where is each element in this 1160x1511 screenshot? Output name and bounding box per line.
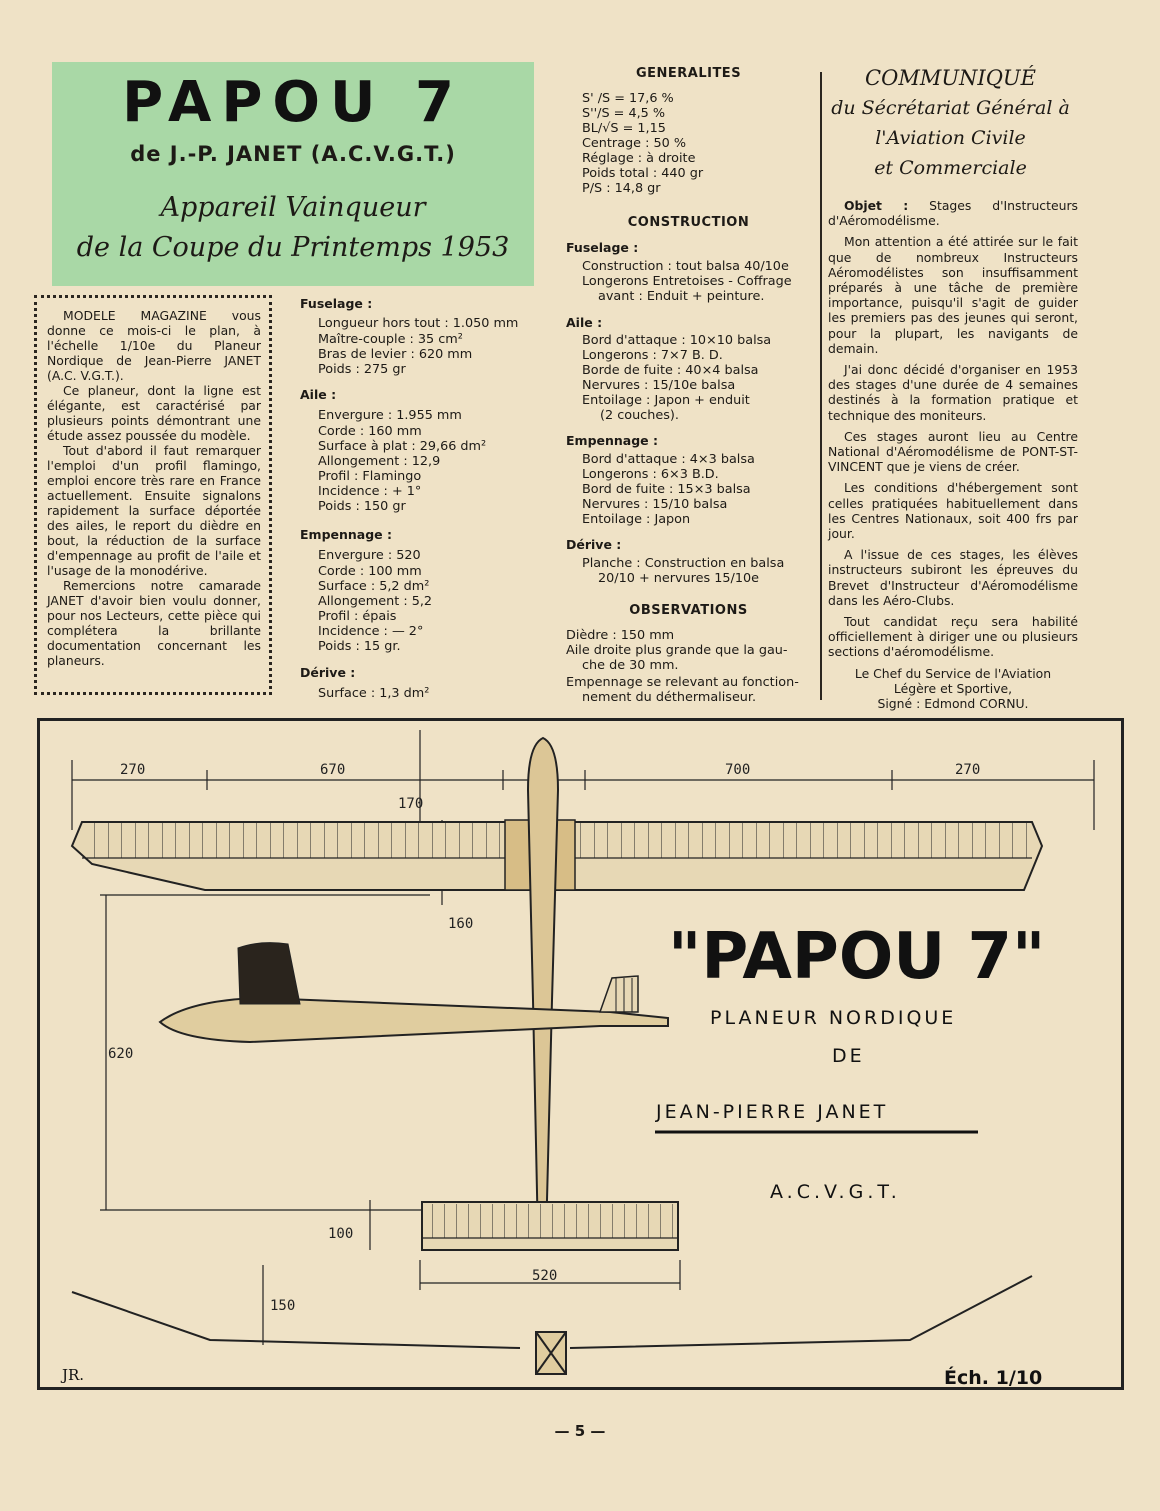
communique-title-3: l'Aviation Civile bbox=[875, 127, 1026, 149]
construction-line: Bord de fuite : 15×3 balsa bbox=[582, 482, 751, 497]
construction-line: Bord d'attaque : 4×3 balsa bbox=[582, 452, 755, 467]
communique-paragraph: A l'issue de ces stages, les élèves instructeurs subiront les épreuves du Brevet d'Instructeur d'Aéromodélisme dans les Aéro-Clubs. bbox=[828, 547, 1078, 608]
communique-paragraph: Mon attention a été attirée sur le fait que de nombreux Instructeurs Aéromodélistes son insuffisamment préparés à une tâche de première importance, puisqu'il s'agit de guider les premiers pas des jeunes qui seront, pour la plupart, les navigants de demain. bbox=[828, 234, 1078, 356]
stabilizer-plan-view bbox=[422, 1202, 678, 1250]
dimension-label: 100 bbox=[328, 1226, 354, 1242]
generalites-line: Centrage : 50 % bbox=[582, 136, 686, 151]
dimension-label: 620 bbox=[108, 1046, 134, 1062]
spec-line: Envergure : 1.955 mm bbox=[318, 408, 462, 423]
construction-heading: CONSTRUCTION bbox=[627, 215, 750, 230]
communique-title-4: et Commerciale bbox=[874, 157, 1027, 179]
dimension-label: 700 bbox=[725, 762, 751, 778]
communique-paragraph: Tout candidat reçu sera habilité officiellement à diriger une ou plusieurs sections d'aéromodélisme. bbox=[828, 614, 1078, 660]
spec-line: Poids : 150 gr bbox=[318, 499, 406, 514]
construction-derive-label: Dérive : bbox=[566, 537, 622, 552]
generalites-line: BL/√S = 1,15 bbox=[582, 121, 666, 136]
construction-line: Construction : tout balsa 40/10e bbox=[582, 259, 789, 274]
spec-line: Incidence : + 1° bbox=[318, 484, 422, 499]
communique-paragraph: Les conditions d'hébergement sont celles pratiquées habituellement dans les Centres Nationaux, soit 400 frs par jour. bbox=[828, 480, 1078, 542]
communique-title-1: COMMUNIQUÉ bbox=[865, 66, 1036, 90]
construction-line: Longerons : 7×7 B. D. bbox=[582, 348, 723, 363]
dimension-label: 160 bbox=[448, 916, 474, 932]
dimension-label: 270 bbox=[120, 762, 146, 778]
construction-empennage-label: Empennage : bbox=[566, 433, 658, 448]
specs-aile-label: Aile : bbox=[300, 387, 337, 402]
construction-line: Longerons : 6×3 B.D. bbox=[582, 467, 719, 482]
intro-paragraph: MODELE MAGAZINE vous donne ce mois-ci le plan, à l'échelle 1/10e du Planeur Nordique de Jean-Pierre JANET (A.C. V.G.T.). bbox=[47, 308, 261, 383]
intro-paragraph: Tout d'abord il faut remarquer l'emploi d'un profil flamingo, emploi encore très rare en France actuellement. Ensuite signalons rapidement la surface déportée des ailes, le report du dièdre en bout, la réduction de la surface d'empennage au profit de l'aile et l'usage de la monodérive. bbox=[47, 443, 261, 578]
spec-line: Allongement : 5,2 bbox=[318, 594, 433, 609]
construction-line: (2 couches). bbox=[600, 408, 679, 423]
fuselage-top-view bbox=[528, 738, 558, 1240]
spec-line: Profil : Flamingo bbox=[318, 469, 422, 484]
spec-line: Longueur hors tout : 1.050 mm bbox=[318, 316, 519, 331]
plan-title: "PAPOU 7" bbox=[668, 920, 1046, 994]
communique-objet: Stages d'Instructeurs d'Aéromodélisme. bbox=[828, 198, 1078, 229]
communique-paragraph: J'ai donc décidé d'organiser en 1953 des stages d'une durée de 4 semaines destinés à la formation pratique et technique des moniteurs. bbox=[828, 362, 1078, 423]
construction-line: Bord d'attaque : 10×10 balsa bbox=[582, 333, 772, 348]
plan-signature: JR. bbox=[62, 1366, 85, 1384]
article-title: PAPOU 7 bbox=[122, 70, 464, 135]
specs-derive-label: Dérive : bbox=[300, 665, 356, 680]
glider-front-view bbox=[72, 1276, 1032, 1374]
dimension-label: 150 bbox=[270, 1298, 296, 1314]
construction-line: avant : Enduit + peinture. bbox=[598, 289, 765, 304]
spec-line: Envergure : 520 bbox=[318, 548, 421, 563]
generalites-line: S' /S = 17,6 % bbox=[582, 91, 674, 106]
plan-subtitle-1: PLANEUR NORDIQUE bbox=[710, 1007, 957, 1029]
communique-signature-2: Légère et Sportive, bbox=[893, 680, 1013, 696]
observations-line: Aile droite plus grande que la gau- bbox=[566, 643, 788, 658]
plan-subtitle-2: DE bbox=[832, 1045, 865, 1067]
observations-line: Dièdre : 150 mm bbox=[566, 628, 675, 643]
observations-heading: OBSERVATIONS bbox=[629, 603, 748, 618]
dimension-label: 670 bbox=[320, 762, 346, 778]
spec-line: Allongement : 12,9 bbox=[318, 454, 441, 469]
plan-club: A.C.V.G.T. bbox=[770, 1181, 901, 1203]
generalites-line: Poids total : 440 gr bbox=[582, 166, 704, 181]
construction-line: Borde de fuite : 40×4 balsa bbox=[582, 363, 759, 378]
construction-aile-label: Aile : bbox=[566, 315, 603, 330]
intro-paragraph: Remercions notre camarade JANET d'avoir bien voulu donner, pour nos Lecteurs, cette pièce qui complétera la brillante documentation concernant les planeurs. bbox=[47, 578, 261, 668]
spec-line: Poids : 15 gr. bbox=[318, 639, 401, 654]
article-byline: de J.-P. JANET (A.C.V.G.T.) bbox=[130, 142, 456, 166]
spec-line: Profil : épais bbox=[318, 609, 397, 624]
dimension-label: 520 bbox=[532, 1268, 558, 1284]
spec-line: Surface à plat : 29,66 dm² bbox=[318, 439, 487, 454]
plan-scale: Éch. 1/10 bbox=[944, 1367, 1043, 1389]
communique-signature-3: Signé : Edmond CORNU. bbox=[877, 696, 1029, 712]
construction-line: 20/10 + nervures 15/10e bbox=[598, 571, 760, 586]
construction-line: Longerons Entretoises - Coffrage bbox=[582, 274, 792, 289]
plan-author: JEAN-PIERRE JANET bbox=[656, 1101, 889, 1123]
construction-fuselage-label: Fuselage : bbox=[566, 240, 639, 255]
construction-line: Planche : Construction en balsa bbox=[582, 556, 785, 571]
generalites-line: P/S : 14,8 gr bbox=[582, 181, 661, 196]
communique-objet-label: Objet : bbox=[844, 198, 909, 213]
construction-line: Entoilage : Japon + enduit bbox=[582, 393, 750, 408]
spec-line: Bras de levier : 620 mm bbox=[318, 347, 473, 362]
dimension-label: 170 bbox=[398, 796, 424, 812]
communique-title-2: du Sécrétariat Général à bbox=[831, 97, 1070, 119]
page-number: — 5 — bbox=[554, 1422, 606, 1440]
generalites-heading: GENERALITES bbox=[635, 66, 742, 81]
spec-line: Incidence : — 2° bbox=[318, 624, 424, 639]
spec-line: Corde : 160 mm bbox=[318, 424, 422, 439]
spec-line: Maître-couple : 35 cm² bbox=[318, 332, 463, 347]
construction-line: Nervures : 15/10 balsa bbox=[582, 497, 728, 512]
observations-line: Empennage se relevant au fonction- bbox=[566, 675, 799, 690]
specs-empennage-label: Empennage : bbox=[300, 527, 392, 542]
article-tagline-1: Appareil Vainqueur bbox=[160, 192, 426, 223]
article-tagline-2: de la Coupe du Printemps 1953 bbox=[76, 232, 510, 263]
glider-side-view bbox=[160, 943, 668, 1042]
spec-line: Surface : 1,3 dm² bbox=[318, 686, 430, 701]
construction-line: Entoilage : Japon bbox=[582, 512, 691, 527]
communique-paragraph: Ces stages auront lieu au Centre National d'Aéromodélisme de PONT-ST-VINCENT que je viens de créer. bbox=[828, 428, 1078, 475]
generalites-line: S''/S = 4,5 % bbox=[582, 106, 666, 121]
observations-line: nement du déthermaliseur. bbox=[582, 690, 757, 705]
spec-line: Poids : 275 gr bbox=[318, 362, 406, 377]
generalites-line: Réglage : à droite bbox=[582, 151, 696, 166]
dimension-label: 270 bbox=[955, 762, 981, 778]
spec-line: Corde : 100 mm bbox=[318, 564, 422, 579]
communique-signature-1: Le Chef du Service de l'Aviation bbox=[854, 665, 1052, 681]
construction-line: Nervures : 15/10e balsa bbox=[582, 378, 736, 393]
intro-paragraph: Ce planeur, dont la ligne est élégante, est caractérisé par plusieurs points démontrant une étude assez poussée du modèle. bbox=[47, 383, 261, 443]
specs-fuselage-label: Fuselage : bbox=[300, 296, 373, 311]
spec-line: Surface : 5,2 dm² bbox=[318, 579, 430, 594]
observations-line: che de 30 mm. bbox=[582, 658, 679, 673]
